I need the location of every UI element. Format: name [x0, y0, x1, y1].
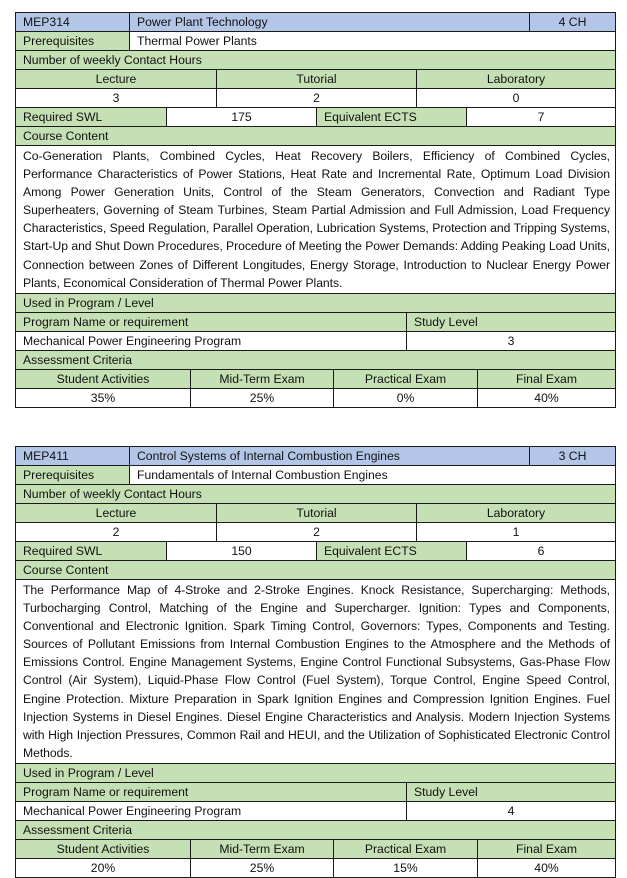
- contact-hours-values-row: [16, 89, 615, 108]
- required-swl-value: 150: [167, 542, 317, 560]
- equivalent-ects-value: 7: [467, 108, 615, 126]
- course-header-row: [16, 13, 615, 32]
- student-activities-label: Student Activities: [16, 840, 191, 858]
- contact-hours-heading-row: [16, 51, 615, 70]
- used-in-program-row: [16, 294, 615, 313]
- prerequisites-row: [16, 32, 615, 51]
- midterm-exam-value: 25%: [191, 859, 334, 877]
- lecture-value: 2: [16, 523, 217, 541]
- course-title: Power Plant Technology: [130, 13, 530, 31]
- prerequisites-value: Fundamentals of Internal Combustion Engines: [130, 466, 615, 484]
- swl-ects-row: [16, 108, 615, 127]
- credit-hours: 4 CH: [530, 13, 615, 31]
- prerequisites-label: Prerequisites: [16, 466, 130, 484]
- practical-exam-value: 15%: [334, 859, 478, 877]
- student-activities-value: 20%: [16, 859, 191, 877]
- required-swl-label: Required SWL: [16, 108, 167, 126]
- final-exam-label: Final Exam: [478, 370, 615, 388]
- program-name-label: Program Name or requirement: [16, 313, 407, 331]
- equivalent-ects-label: Equivalent ECTS: [317, 108, 467, 126]
- course-title: Control Systems of Internal Combustion Engines: [130, 447, 530, 465]
- study-level-label: Study Level: [407, 313, 615, 331]
- program-values-row: [16, 802, 615, 821]
- course-content-label: Course Content: [16, 127, 615, 145]
- contact-hours-labels-row: [16, 70, 615, 89]
- midterm-exam-label: Mid-Term Exam: [191, 840, 334, 858]
- program-name-label: Program Name or requirement: [16, 783, 407, 801]
- program-labels-row: [16, 783, 615, 802]
- assessment-values-row: [16, 389, 615, 407]
- student-activities-label: Student Activities: [16, 370, 191, 388]
- prerequisites-label: Prerequisites: [16, 32, 130, 50]
- assessment-heading-row: [16, 821, 615, 840]
- laboratory-label: Laboratory: [417, 504, 615, 522]
- course-content-text: The Performance Map of 4-Stroke and 2-Stroke Engines. Knock Resistance, Supercharging: Methods, Turbocharging Control, Matching of the Engine and Supercharger. Ignition: Types and Components, Conventional and Electronic Ignition. Spark Timing Control, Governors: Types, Components and Testing. Sources of Pollutant Emissions from Internal Combustion Engines to the Atmosphere and the Methods of Emissions Control. Engine Management Systems, Engine Control Functional Subsystems, Gas-Phase Flow Control (Air System), Liquid-Phase Flow Control (Fuel System), Torque Control, Engine Speed Control, Engine Protection. Mixture Preparation in Spark Ignition Engines and Compression Ignition Engines. Fuel Injection Systems in Diesel Engines. Diesel Engine Characteristics and Analysis. Modern Injection Systems with High Injection Pressures, Common Rail and HEUI, and the Utilization of Sophisticated Electronic Control Methods.: [16, 580, 615, 763]
- program-labels-row: [16, 313, 615, 332]
- study-level-value: 3: [407, 332, 615, 350]
- final-exam-label: Final Exam: [478, 840, 615, 858]
- used-in-program-row: [16, 764, 615, 783]
- prerequisites-value: Thermal Power Plants: [130, 32, 615, 50]
- contact-hours-heading-row: [16, 485, 615, 504]
- course-content-row: [16, 580, 615, 764]
- student-activities-value: 35%: [16, 389, 191, 407]
- course-table-mep314: [15, 12, 616, 408]
- course-content-heading-row: [16, 561, 615, 580]
- credit-hours: 3 CH: [530, 447, 615, 465]
- contact-hours-heading: Number of weekly Contact Hours: [16, 51, 615, 69]
- program-values-row: [16, 332, 615, 351]
- equivalent-ects-label: Equivalent ECTS: [317, 542, 467, 560]
- course-content-label: Course Content: [16, 561, 615, 579]
- lecture-label: Lecture: [16, 504, 217, 522]
- midterm-exam-label: Mid-Term Exam: [191, 370, 334, 388]
- contact-hours-labels-row: [16, 504, 615, 523]
- assessment-values-row: [16, 859, 615, 877]
- swl-ects-row: [16, 542, 615, 561]
- course-content-row: [16, 146, 615, 294]
- lecture-value: 3: [16, 89, 217, 107]
- course-code: MEP411: [16, 447, 130, 465]
- tutorial-value: 2: [217, 89, 417, 107]
- assessment-labels-row: [16, 370, 615, 389]
- study-level-value: 4: [407, 802, 615, 820]
- required-swl-label: Required SWL: [16, 542, 167, 560]
- assessment-criteria-label: Assessment Criteria: [16, 351, 615, 369]
- course-code: MEP314: [16, 13, 130, 31]
- tutorial-label: Tutorial: [217, 70, 417, 88]
- program-name-value: Mechanical Power Engineering Program: [16, 802, 407, 820]
- laboratory-value: 1: [417, 523, 615, 541]
- contact-hours-heading: Number of weekly Contact Hours: [16, 485, 615, 503]
- assessment-criteria-label: Assessment Criteria: [16, 821, 615, 839]
- assessment-labels-row: [16, 840, 615, 859]
- study-level-label: Study Level: [407, 783, 615, 801]
- tutorial-value: 2: [217, 523, 417, 541]
- course-content-heading-row: [16, 127, 615, 146]
- prerequisites-row: [16, 466, 615, 485]
- used-in-program-label: Used in Program / Level: [16, 764, 615, 782]
- equivalent-ects-value: 6: [467, 542, 615, 560]
- contact-hours-values-row: [16, 523, 615, 542]
- practical-exam-label: Practical Exam: [334, 370, 478, 388]
- course-header-row: [16, 447, 615, 466]
- final-exam-value: 40%: [478, 859, 615, 877]
- practical-exam-value: 0%: [334, 389, 478, 407]
- assessment-heading-row: [16, 351, 615, 370]
- course-table-mep411: [15, 446, 616, 878]
- program-name-value: Mechanical Power Engineering Program: [16, 332, 407, 350]
- used-in-program-label: Used in Program / Level: [16, 294, 615, 312]
- tutorial-label: Tutorial: [217, 504, 417, 522]
- practical-exam-label: Practical Exam: [334, 840, 478, 858]
- lecture-label: Lecture: [16, 70, 217, 88]
- final-exam-value: 40%: [478, 389, 615, 407]
- laboratory-value: 0: [417, 89, 615, 107]
- course-content-text: Co-Generation Plants, Combined Cycles, Heat Recovery Boilers, Efficiency of Combined Cycles, Performance Characteristics of Power Stations, Heat Rate and Incremental Rate, Optimum Load Division Among Power Generation Units, Control of the Steam Generators, Convection and Radiant Type Superheaters, Governing of Steam Turbines, Steam Partial Admission and Full Admission, Load Frequency Characteristics, Speed Regulation, Parallel Operation, Lubrication Systems, Protection and Tripping Systems, Start-Up and Shut Down Procedures, Procedure of Meeting the Power Demands: Adding Peaking Load Units, Connection between Zones of Different Longitudes, Energy Storage, Introduction to Nuclear Energy Power Plants, Economical Consideration of Thermal Power Plants.: [16, 146, 615, 293]
- midterm-exam-value: 25%: [191, 389, 334, 407]
- laboratory-label: Laboratory: [417, 70, 615, 88]
- required-swl-value: 175: [167, 108, 317, 126]
